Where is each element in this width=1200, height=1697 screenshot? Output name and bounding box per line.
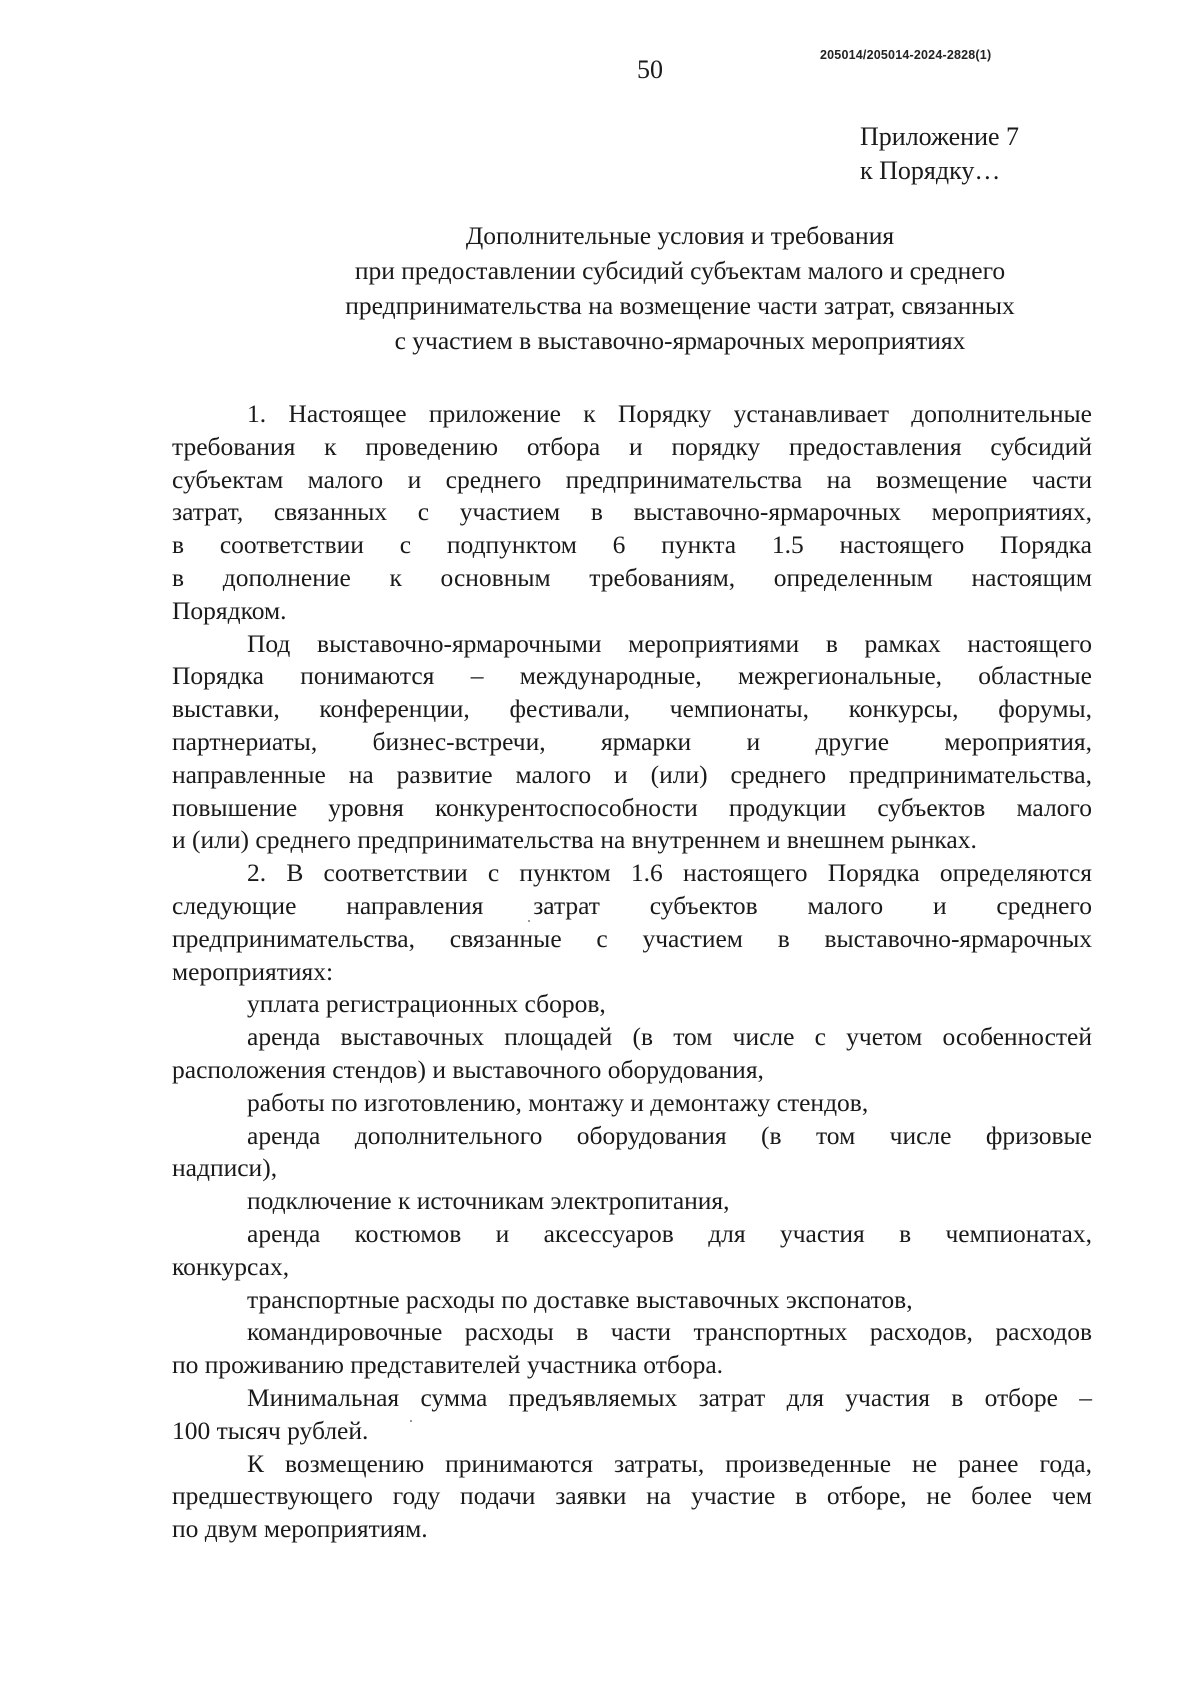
appendix-line-1: Приложение 7: [860, 122, 1020, 151]
paragraph-4: [172, 1382, 1092, 1448]
text-line: 1. Настоящее приложение к Порядку устанавливает дополнительные: [247, 399, 1092, 428]
text-line: Порядка понимаются – международные, межрегиональные, областные: [172, 661, 1092, 691]
list-item: [172, 1218, 1092, 1284]
text-line: выставки, конференции, фестивали, чемпионаты, конкурсы, форумы,: [172, 694, 1092, 724]
list-item: [172, 1120, 1092, 1186]
text-line: следующие направления затрат субъектов малого и среднего: [172, 890, 1092, 920]
document-title: [180, 218, 1180, 358]
text-line: конкурсах,: [172, 1251, 290, 1281]
text-line: расположения стендов) и выставочного оборудования,: [172, 1054, 764, 1084]
scan-speck: [410, 1420, 412, 1422]
text-line: мероприятиях:: [172, 956, 334, 986]
text-line: предпринимательства, связанные с участием в выставочно-ярмарочных: [172, 923, 1092, 953]
title-line: при предоставлении субсидий субъектам малого и среднего: [354, 256, 1006, 285]
text-line: Минимальная сумма предъявляемых затрат для участия в отборе –: [247, 1382, 1092, 1412]
scan-speck: [528, 920, 530, 922]
text-line: партнериаты, бизнес-встречи, ярмарки и другие мероприятия,: [172, 726, 1092, 756]
text-line: аренда выставочных площадей (в том числе с учетом особенностей: [247, 1022, 1092, 1052]
text-line: субъектам малого и среднего предпринимательства на возмещение части: [172, 464, 1092, 494]
text-line: повышение уровня конкурентоспособности продукции субъектов малого: [172, 792, 1092, 822]
text-line: по проживанию представителей участника отбора.: [172, 1350, 724, 1380]
text-line: уплата регистрационных сборов,: [247, 989, 606, 1019]
text-line: Порядком.: [172, 595, 287, 625]
text-line: по двум мероприятиям.: [172, 1514, 428, 1544]
title-line: с участием в выставочно-ярмарочных мероприятиях: [394, 326, 966, 355]
text-line: подключение к источникам электропитания,: [247, 1186, 730, 1216]
text-line: транспортные расходы по доставке выставочных экспонатов,: [247, 1284, 913, 1314]
appendix-line-2: к Порядку…: [860, 156, 1001, 185]
document-id: 205014/205014-2024-2828(1): [820, 48, 992, 62]
paragraph-3: [172, 857, 1092, 988]
text-line: требования к проведению отбора и порядку предоставления субсидий: [172, 431, 1092, 461]
list-item: [172, 1284, 1092, 1317]
list-item: [172, 1185, 1092, 1218]
list-item: [172, 1087, 1092, 1120]
page-number: 50: [637, 55, 663, 84]
list-item: [172, 1021, 1092, 1087]
text-line: 2. В соответствии с пунктом 1.6 настоящего Порядка определяются: [247, 858, 1092, 888]
text-line: аренда дополнительного оборудования (в том числе фризовые: [247, 1120, 1092, 1150]
text-line: направленные на развитие малого и (или) среднего предпринимательства,: [172, 759, 1092, 789]
text-line: надписи),: [172, 1153, 278, 1183]
document-body: [172, 398, 1092, 1546]
text-line: работы по изготовлению, монтажу и демонтажу стендов,: [247, 1087, 869, 1117]
paragraph-1: [172, 398, 1092, 628]
text-line: предшествующего году подачи заявки на участие в отборе, не более чем: [172, 1481, 1092, 1511]
cost-list: [172, 988, 1092, 1382]
text-line: в дополнение к основным требованиям, определенным настоящим: [172, 562, 1092, 592]
title-line: Дополнительные условия и требования: [465, 221, 895, 250]
text-line: командировочные расходы в части транспортных расходов, расходов: [247, 1317, 1092, 1347]
title-line: предпринимательства на возмещение части затрат, связанных: [345, 291, 1015, 320]
text-line: в соответствии с подпунктом 6 пункта 1.5 настоящего Порядка: [172, 530, 1092, 560]
paragraph-2: [172, 628, 1092, 858]
text-line: Под выставочно-ярмарочными мероприятиями в рамках настоящего: [247, 628, 1092, 658]
text-line: К возмещению принимаются затраты, произведенные не ранее года,: [247, 1448, 1092, 1478]
paragraph-5: [172, 1448, 1092, 1546]
text-line: затрат, связанных с участием в выставочно-ярмарочных мероприятиях,: [172, 497, 1092, 527]
list-item: [172, 1316, 1092, 1382]
text-line: и (или) среднего предпринимательства на внутреннем и внешнем рынках.: [172, 825, 977, 855]
text-line: 100 тысяч рублей.: [172, 1415, 369, 1445]
list-item: [172, 988, 1092, 1021]
appendix-label: [860, 120, 1160, 188]
text-line: аренда костюмов и аксессуаров для участия в чемпионатах,: [247, 1218, 1092, 1248]
